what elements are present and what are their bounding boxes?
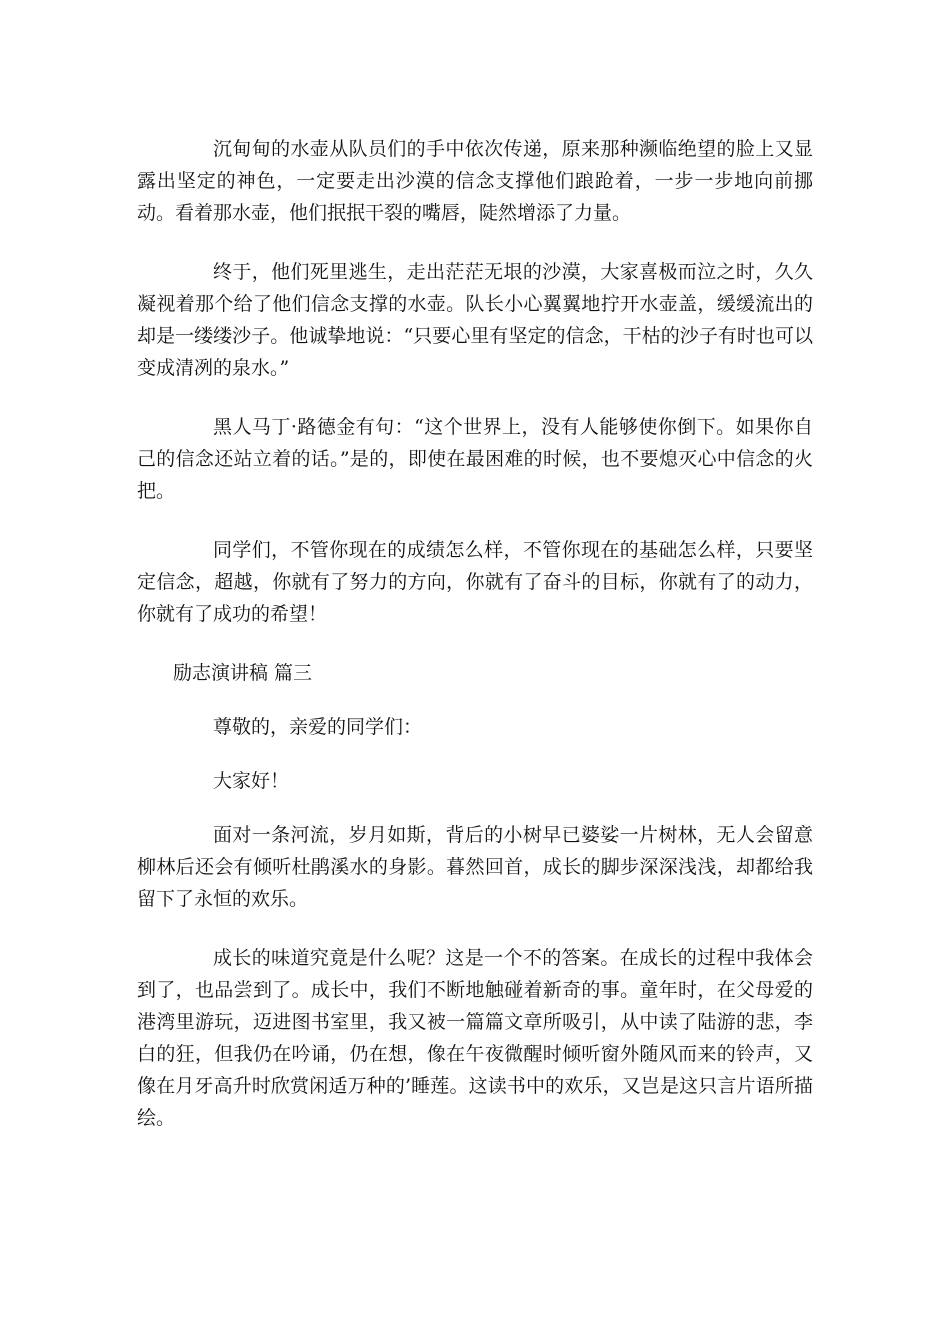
- paragraph-river: 面对一条河流，岁月如斯，背后的小树早已婆娑一片树林，无人会留意柳林后还会有倾听杜鹃溪水的身影。暮然回首，成长的脚步深深浅浅，却都给我留下了永恒的欢乐。: [137, 824, 813, 910]
- paragraph-encouragement: 同学们，不管你现在的成绩怎么样，不管你现在的基础怎么样，只要坚定信念，超越，你就有了努力的方向，你就有了奋斗的目标，你就有了的动力，你就有了成功的希望！: [137, 539, 813, 625]
- document-body: [137, 133, 813, 1161]
- greeting-line: 尊敬的，亲爱的同学们：: [213, 716, 423, 738]
- paragraph-growth-taste: 成长的味道究竟是什么呢？这是一个不的答案。在成长的过程中我体会到了，也品尝到了。成长中，我们不断地触碰着新奇的事。童年时，在父母爱的港湾里游玩，迈进图书室里，我又被一篇篇文章所吸引，从中读了陆游的悲，李白的狂，但我仍在吟诵，仍在想，像在午夜微醒时倾听窗外随风而来的铃声，又像在月牙高升时欣赏闲适万种的’睡莲。这读书中的欢乐，又岂是这只言片语所描绘。: [137, 947, 813, 1129]
- paragraph-desert-escape: 终于，他们死里逃生，走出茫茫无垠的沙漠，大家喜极而泣之时，久久凝视着那个给了他们信念支撑的水壶。队长小心翼翼地拧开水壶盖，缓缓流出的却是一缕缕沙子。他诚挚地说：“只要心里有坚定的信念，干枯的沙子有时也可以变成清冽的泉水。”: [137, 261, 813, 379]
- paragraph-water-bottle: 沉甸甸的水壶从队员们的手中依次传递，原来那种濒临绝望的脸上又显露出坚定的神色，一定要走出沙漠的信念支撑他们踉跄着，一步一步地向前挪动。看着那水壶，他们抿抿干裂的嘴唇，陡然增添了力量。: [137, 138, 813, 224]
- hello-line: 大家好！: [213, 770, 290, 792]
- paragraph-mlk-quote: 黑人马丁·路德金有句：“这个世界上，没有人能够使你倒下。如果你自己的信念还站立着的话。”是的，即使在最困难的时候，也不要熄灭心中信念的火把。: [137, 416, 813, 502]
- section-heading: 励志演讲稿 篇三: [173, 662, 313, 684]
